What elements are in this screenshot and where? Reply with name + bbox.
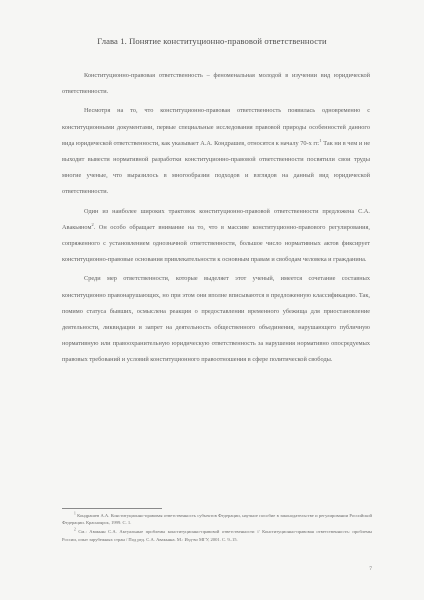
paragraph-2b-text: Так ни в чем и не выходит вывести нормативной разработки конституционно-правовой ответственности посвятили свои труды многие ученые, что выразилось в многообразии подходов и взглядов на данный вид юридической ответственности. [62,139,370,196]
footnote-ref-1[interactable]: 1 [319,137,322,143]
paragraph-3-text: Один из наиболее широких трактовок конституционно-правовой ответственности предложена С.А. Авакьяном [62,207,370,231]
body-text [62,68,370,372]
paragraph-1: Конституционно-правовая ответственность – феноменальная молодой в изучении вид юридической ответственности. [62,72,370,96]
paragraph-2 [62,103,370,200]
footnote-2 [62,528,372,543]
paragraph-3b-text: Он особо обращает внимание на то, что в массиве конституционно-правового регулирования, сопряженного с установлением однозначной ответственности, большое число нормативных актов фиксирует конституционно-правовые основания привлекательности к основным правам и свободам человека и гражданина. [62,223,370,264]
footnote-2-number: 2 [74,527,76,532]
paragraph-3: Один из наиболее широких трактовок конституционно-правовой ответственности предложена С.А. Авакьяном$^2$. Он особо обращает внимание на то, что в массиве конституционно-правового регулирования, сопряженного с установлением однозначной ответственности, большое число нормативных актов фиксирует конституционно-правовые основания привлекательности к основным правам и свободам человека и гражданина. [62,207,370,264]
footnote-divider [62,508,162,509]
page-number: 7 [369,566,372,572]
footnote-ref-2[interactable]: 2 [91,221,94,227]
footnote-2-text: См.: Авакьян С.А. Актуальные проблемы конституционно-правовой ответственности // Конституционно-правовая ответственность: проблемы России, опыт зарубежных стран / Под ред. С.А. Авакьяна. М.: Изд-во МГУ, 2001. С. 9–15. [62,529,372,542]
paragraph-2-text: Несмотря на то, что конституционно-правовая ответственность появилась одновременно с конституционными документами, первые специальные исследования правовой природы особенностей данного вида юридической ответственности, как указывает А.А. Кондрашев, относятся к началу 70-х гг. [62,107,370,147]
chapter-heading: Глава 1. Понятие конституционно-правовой ответственности [97,36,327,46]
footnote-1-text: Кондрашев А.А. Конституционно-правовая ответственность субъектов Федерации, научное пособие в законодательстве и регулировании Российской Федерации. Красноярск, 1999. С. 1. [62,513,372,526]
footnote-1 [62,512,372,527]
footnote-1-number: 1 [74,511,76,516]
paragraph-4: Среди мер ответственности, которые выделяет этот ученый, имеется сочетание составных конституционно правонарушающих, но при этом они вполне вписываются в предложенную классификацию. Так, помимо статуса бывших, осмыслена реакция о предоставлении временного убежища для приостановление деятельности, ликвидации и запрет на деятельность общественного объединения, нарушающего публичную нормативную или правоохранительную юридическую ответственность за нарушения нормативно опосредуемых правовых требований и условий конституционного правоотношения в сфере политической свободы. [62,275,370,364]
footnotes [62,512,372,545]
